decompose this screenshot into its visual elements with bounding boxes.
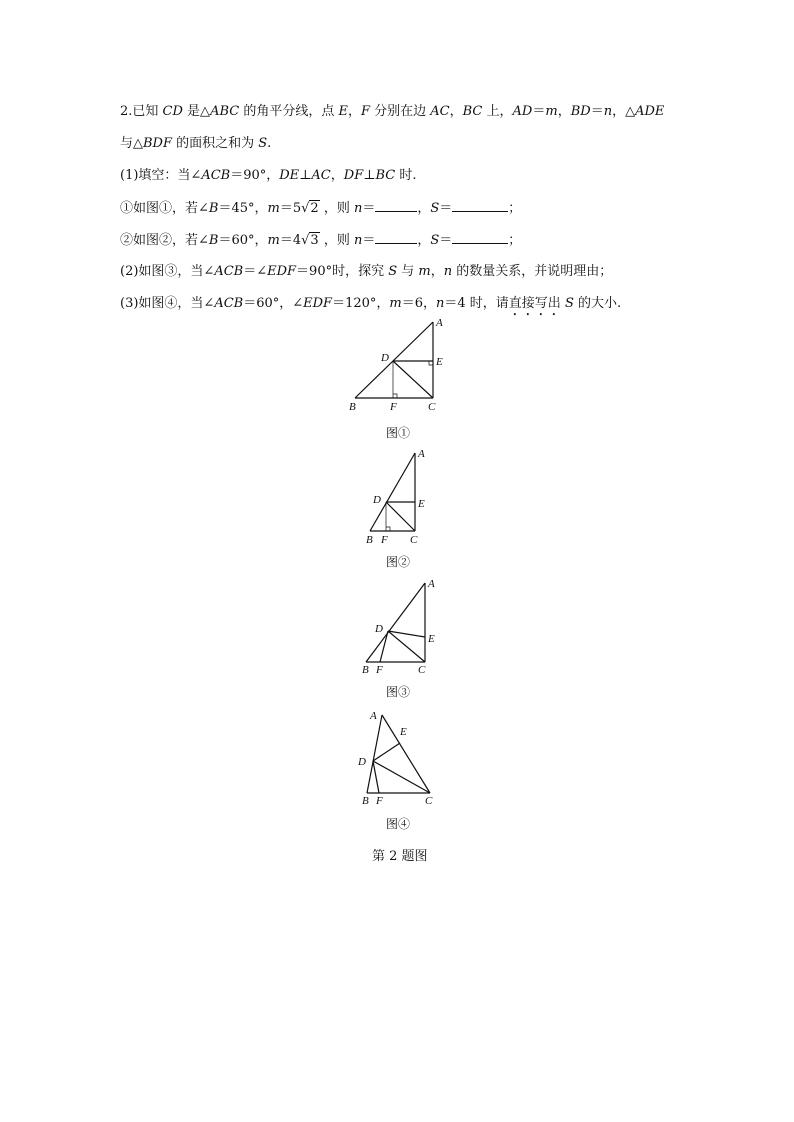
segment-dc (393, 361, 433, 398)
figure-3 (358, 575, 448, 675)
text: ＝ (532, 104, 546, 119)
text: ，则 (319, 233, 354, 248)
label-f: F (376, 664, 383, 676)
math-var: m (418, 264, 431, 279)
text: ＝90°时，探究 (296, 264, 389, 279)
right-angle-mark (393, 394, 397, 398)
math-var: AD (512, 104, 533, 119)
text: ＝4 时，请 (444, 296, 509, 311)
text: ＝90°， (230, 168, 280, 183)
figure-4-caption: 图④ (386, 817, 411, 831)
math-var: F (360, 104, 371, 119)
sqrt-symbol: √2 (301, 201, 319, 216)
answer-blank-n[interactable] (375, 231, 417, 244)
math-var: AC (430, 104, 450, 119)
answer-blank-s[interactable] (452, 199, 508, 212)
part-2 (120, 263, 612, 281)
sqrt-symbol: √3 (301, 233, 319, 248)
segment-df (380, 631, 388, 662)
label-c: C (410, 534, 418, 546)
math-var: ABC (210, 104, 240, 119)
label-b: B (366, 534, 373, 546)
math-var: DF (343, 168, 364, 183)
segment-ba (367, 715, 382, 793)
math-var: m (267, 201, 280, 216)
math-var: m (545, 104, 558, 119)
text: ①如图①，若∠ (120, 201, 209, 216)
math-var: n (603, 104, 613, 119)
text: 时. (395, 168, 417, 183)
label-e: E (436, 356, 443, 368)
text: ＝4 (279, 233, 302, 248)
text: 是△ (182, 104, 211, 119)
math-var: n (443, 264, 453, 279)
math-var: n (353, 233, 363, 248)
text: ＝ (362, 201, 376, 216)
emphasis-text: 直接写出 (508, 296, 561, 311)
text: ， (330, 168, 344, 183)
math-var: n (436, 296, 445, 311)
text: ＝ (590, 104, 604, 119)
text: ， (430, 264, 444, 279)
text: ＝∠ (243, 264, 268, 279)
math-var: S (258, 136, 268, 151)
text: ②如图②，若∠ (120, 233, 209, 248)
text: 分别在边 (370, 104, 431, 119)
figure-3-caption: 图③ (386, 685, 411, 699)
text: (1)填空：当∠ (120, 168, 202, 183)
label-a: A (418, 448, 425, 460)
label-b: B (349, 401, 356, 413)
math-var: B (208, 233, 219, 248)
text: ＝5 (279, 201, 302, 216)
label-c: C (418, 664, 426, 676)
math-var: n (353, 201, 363, 216)
math-var: BC (375, 168, 396, 183)
math-var: ACB (214, 264, 244, 279)
text: ； (508, 201, 522, 216)
label-d: D (381, 352, 389, 364)
math-var: BD (570, 104, 591, 119)
answer-blank-s[interactable] (452, 231, 508, 244)
text: ， (557, 104, 571, 119)
answer-blank-n[interactable] (375, 199, 417, 212)
text: ， (449, 104, 463, 119)
segment-dc (373, 761, 430, 793)
text: ＝6， (401, 296, 437, 311)
text: ⊥ (299, 168, 312, 183)
right-angle-mark (429, 361, 433, 365)
label-e: E (400, 726, 407, 738)
math-var: m (267, 233, 280, 248)
radicand: 2 (310, 201, 319, 216)
segment-de (373, 743, 400, 761)
text: ， (347, 104, 361, 119)
math-var: B (208, 201, 219, 216)
segment-ba (370, 453, 415, 531)
text: ； (508, 233, 522, 248)
math-var: ACB (201, 168, 231, 183)
math-var: BC (462, 104, 483, 119)
text: 与△ (120, 136, 143, 151)
text: ， (417, 201, 431, 216)
figure-2 (360, 445, 440, 545)
text: . (267, 136, 272, 151)
part-1-sub-1 (120, 199, 521, 218)
text: ， (417, 233, 431, 248)
text: ⊥ (363, 168, 376, 183)
text: ＝ (362, 233, 376, 248)
text: ＝60°， (218, 233, 268, 248)
label-f: F (376, 795, 383, 807)
text: ＝120°， (332, 296, 390, 311)
text: 的数量关系，并说明理由； (452, 264, 613, 279)
label-d: D (375, 623, 383, 635)
label-f: F (381, 534, 388, 546)
text: 的大小. (573, 296, 622, 311)
problem-line-2 (120, 135, 271, 153)
label-b: B (362, 664, 369, 676)
label-d: D (373, 494, 381, 506)
text: ＝ (439, 201, 453, 216)
text: 与 (397, 264, 419, 279)
radicand: 3 (310, 233, 319, 248)
math-var: E (338, 104, 348, 119)
segment-df (373, 761, 379, 793)
math-var: S (388, 264, 398, 279)
label-a: A (436, 317, 443, 329)
part-1-sub-2 (120, 231, 521, 250)
label-e: E (428, 633, 435, 645)
label-c: C (428, 401, 436, 413)
math-var: ACB (214, 296, 244, 311)
math-var: S (430, 201, 440, 216)
text: ，△ (612, 104, 636, 119)
text: ，则 (319, 201, 354, 216)
math-var: AC (311, 168, 331, 183)
segment-dc (386, 502, 415, 531)
label-b: B (362, 795, 369, 807)
figure-2-caption: 图② (386, 555, 411, 569)
problem-line-1 (120, 103, 664, 121)
math-var: S (430, 233, 440, 248)
figure-1 (340, 310, 460, 420)
label-a: A (370, 710, 377, 722)
math-var: CD (162, 104, 183, 119)
text: ＝45°， (218, 201, 268, 216)
text: 的角平分线，点 (239, 104, 339, 119)
problem-number: 2. (120, 104, 133, 119)
text: (2)如图③，当∠ (120, 264, 215, 279)
label-e: E (418, 498, 425, 510)
label-a: A (428, 578, 435, 590)
math-var: ADE (635, 104, 665, 119)
text: ＝ (439, 233, 453, 248)
math-var: BDF (143, 136, 172, 151)
part-1 (120, 167, 416, 185)
text: ＝60°，∠ (243, 296, 304, 311)
text: 已知 (132, 104, 163, 119)
text: 上， (482, 104, 513, 119)
figure-group-caption: 第 2 题图 (372, 849, 428, 864)
figure-4 (355, 705, 450, 810)
text: (3)如图④，当∠ (120, 296, 215, 311)
text: 的面积之和为 (172, 136, 259, 151)
math-var: EDF (267, 264, 297, 279)
label-d: D (358, 756, 366, 768)
math-var: EDF (303, 296, 333, 311)
math-var: m (389, 296, 402, 311)
label-f: F (390, 401, 397, 413)
math-var: S (564, 296, 574, 311)
label-c: C (425, 795, 433, 807)
math-var: DE (279, 168, 300, 183)
figure-1-caption: 图① (386, 426, 411, 440)
